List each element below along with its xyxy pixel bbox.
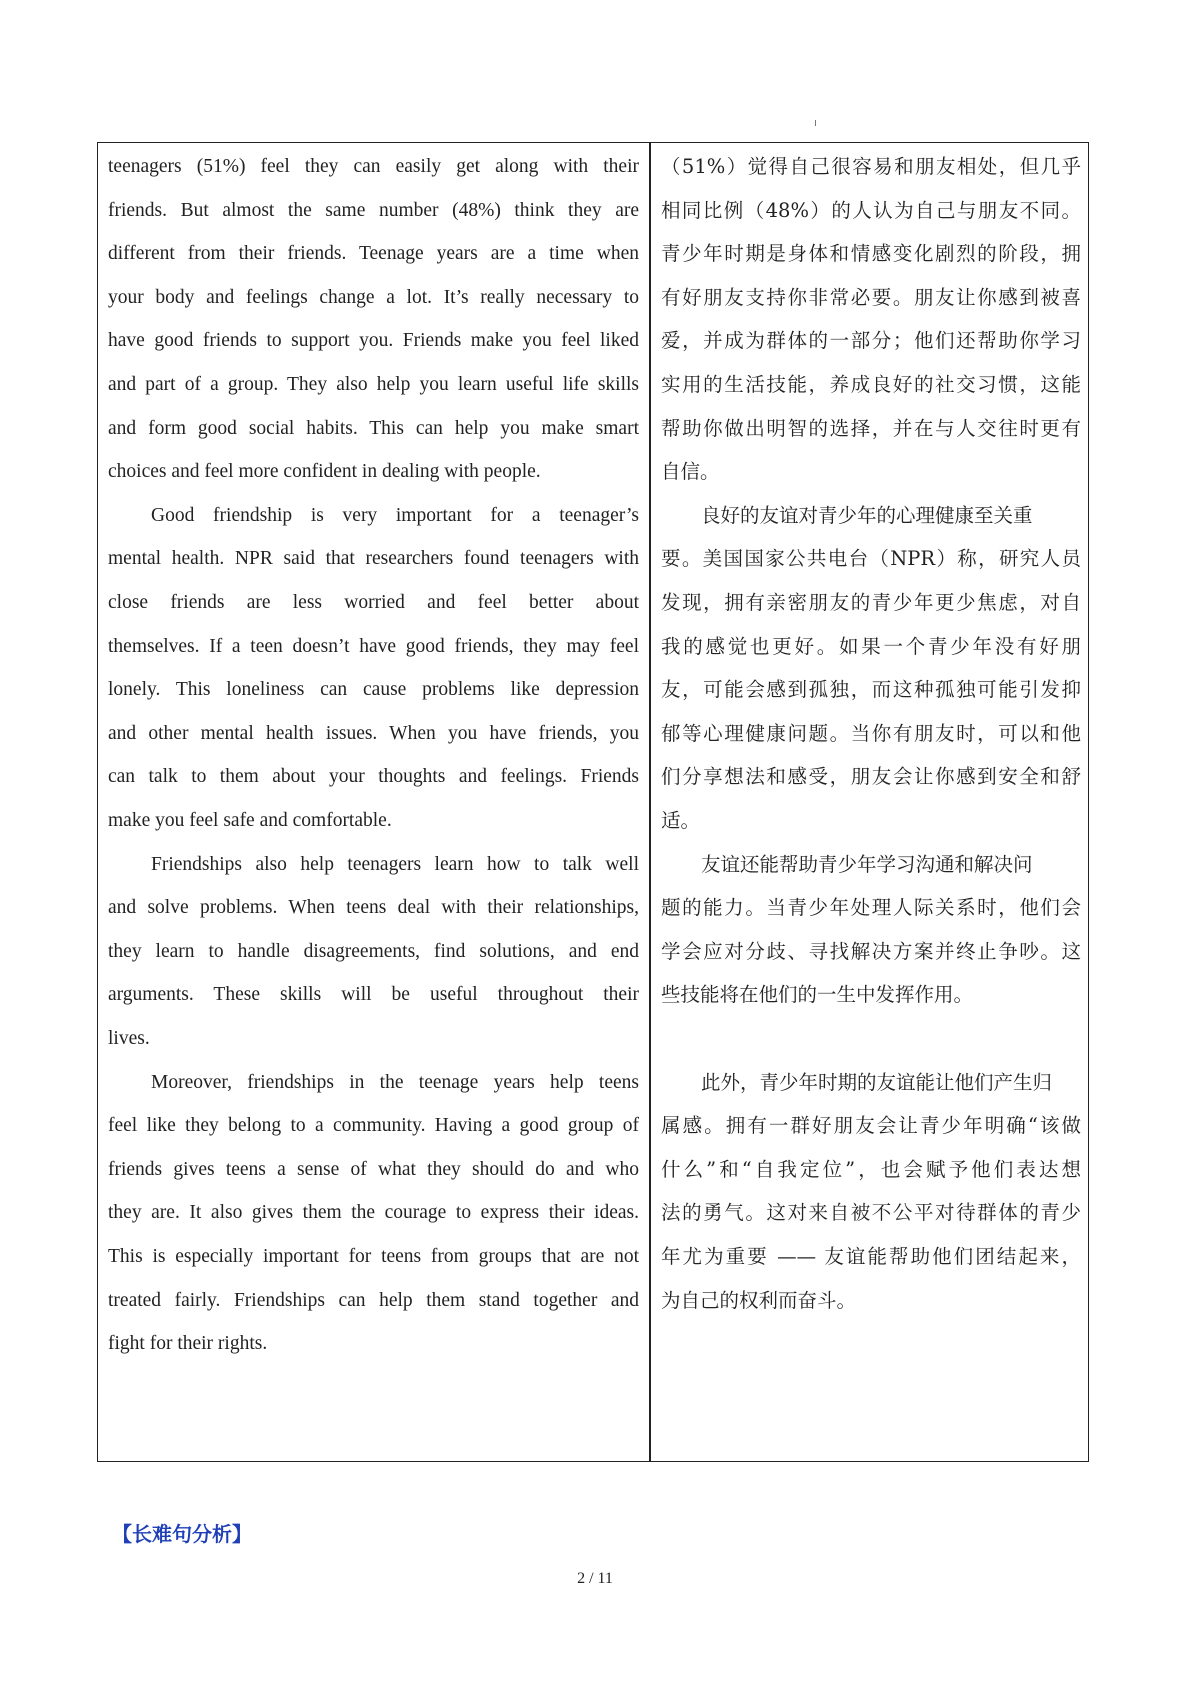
- english-text-line: choices and feel more confident in dealing with people.: [108, 461, 541, 483]
- english-text-line: can talk to them about your thoughts and feelings. Friends: [108, 766, 639, 788]
- english-text-line: they are. It also gives them the courage to express their ideas.: [108, 1202, 639, 1224]
- chinese-text-line: 友谊还能帮助青少年学习沟通和解决问: [701, 852, 1033, 876]
- chinese-text-line: 题的能力。当青少年处理人际关系时，他们会: [661, 896, 1081, 920]
- chinese-text-line: 帮助你做出明智的选择，并在与人交往时更有: [661, 416, 1081, 440]
- english-text-line: lonely. This loneliness can cause problems like depression: [108, 679, 639, 701]
- english-text-line: lives.: [108, 1028, 150, 1049]
- bilingual-table: [97, 142, 1089, 1462]
- chinese-text-line: 我的感觉也更好。如果一个青少年没有好朋: [661, 634, 1081, 658]
- english-text-line: friends. But almost the same number (48%) think they are: [108, 199, 639, 221]
- chinese-text-line: 适。: [661, 809, 701, 832]
- english-text-line: Friendships also help teenagers learn how to talk well: [151, 853, 639, 875]
- english-text-line: different from their friends. Teenage years are a time when: [108, 243, 639, 265]
- english-text-line: make you feel safe and comfortable.: [108, 810, 392, 831]
- english-text-line: arguments. These skills will be useful throughout their: [108, 984, 639, 1006]
- chinese-text-line: 实用的生活技能，养成良好的社交习惯，这能: [661, 373, 1081, 396]
- chinese-text-line: 青少年时期是身体和情感变化剧烈的阶段，拥: [661, 242, 1081, 266]
- english-text-line: This is especially important for teens from groups that are not: [108, 1246, 639, 1267]
- english-text-line: themselves. If a teen doesn’t have good friends, they may feel: [108, 635, 639, 657]
- english-text-line: close friends are less worried and feel better about: [108, 592, 639, 613]
- english-text-line: teenagers (51%) feel they can easily get along with their: [108, 156, 639, 177]
- chinese-text-line: 学会应对分歧、寻找解决方案并终止争吵。这: [661, 939, 1081, 963]
- chinese-text-line: 属感。拥有一群好朋友会让青少年明确“该做: [661, 1114, 1081, 1138]
- english-text-line: they learn to handle disagreements, find solutions, and end: [108, 940, 639, 962]
- chinese-text-line: 此外，青少年时期的友谊能让他们产生归: [701, 1070, 1053, 1094]
- chinese-text-line: 有好朋友支持你非常必要。朋友让你感到被喜: [661, 285, 1081, 309]
- english-text-line: friends gives teens a sense of what they should do and who: [108, 1158, 639, 1180]
- chinese-text-line: 什么”和“自我定位”，也会赋予他们表达想: [661, 1157, 1081, 1181]
- english-text-line: your body and feelings change a lot. It’s really necessary to: [108, 286, 639, 308]
- chinese-text-line: 郁等心理健康问题。当你有朋友时，可以和他: [661, 721, 1081, 745]
- page-number: 2 / 11: [577, 1570, 613, 1587]
- english-text-line: mental health. NPR said that researchers found teenagers with: [108, 548, 639, 570]
- column-divider: [649, 143, 651, 1461]
- english-text-line: and other mental health issues. When you have friends, you: [108, 722, 639, 744]
- chinese-text-line: 法的勇气。这对来自被不公平对待群体的青少: [661, 1201, 1081, 1225]
- chinese-text-line: 些技能将在他们的一生中发挥作用。: [661, 983, 974, 1007]
- chinese-text-line: 要。美国国家公共电台（NPR）称，研究人员: [661, 547, 1081, 571]
- english-text-line: Good friendship is very important for a teenager’s: [151, 504, 639, 526]
- english-text-line: have good friends to support you. Friends make you feel liked: [108, 330, 639, 352]
- header-mark: [815, 120, 816, 126]
- chinese-text-line: 年尤为重要 —— 友谊能帮助他们团结起来，: [661, 1245, 1081, 1268]
- english-text-line: treated fairly. Friendships can help them stand together and: [108, 1289, 639, 1311]
- chinese-text-line: 友，可能会感到孤独，而这种孤独可能引发抑: [661, 678, 1081, 702]
- chinese-text-line: 们分享想法和感受，朋友会让你感到安全和舒: [661, 765, 1081, 789]
- english-text-line: and form good social habits. This can help you make smart: [108, 417, 639, 439]
- chinese-text-line: 爱，并成为群体的一部分；他们还帮助你学习: [661, 329, 1081, 353]
- chinese-text-line: 相同比例（48%）的人认为自己与朋友不同。: [661, 198, 1081, 222]
- english-text-line: fight for their rights.: [108, 1333, 268, 1355]
- chinese-text-line: 发现，拥有亲密朋友的青少年更少焦虑，对自: [661, 591, 1081, 614]
- english-text-line: Moreover, friendships in the teenage years help teens: [151, 1071, 639, 1093]
- chinese-text-line: （51%）觉得自己很容易和朋友相处，但几乎: [661, 155, 1081, 178]
- chinese-text-line: 自信。: [661, 460, 720, 484]
- english-text-line: and part of a group. They also help you learn useful life skills: [108, 374, 639, 395]
- section-title: 【长难句分析】: [112, 1522, 252, 1546]
- chinese-text-line: [661, 1015, 1081, 1062]
- english-text-line: feel like they belong to a community. Having a good group of: [108, 1115, 639, 1137]
- english-text-line: and solve problems. When teens deal with their relationships,: [108, 897, 639, 919]
- chinese-text-line: 良好的友谊对青少年的心理健康至关重: [701, 503, 1033, 527]
- chinese-text-line: 为自己的权利而奋斗。: [661, 1288, 857, 1312]
